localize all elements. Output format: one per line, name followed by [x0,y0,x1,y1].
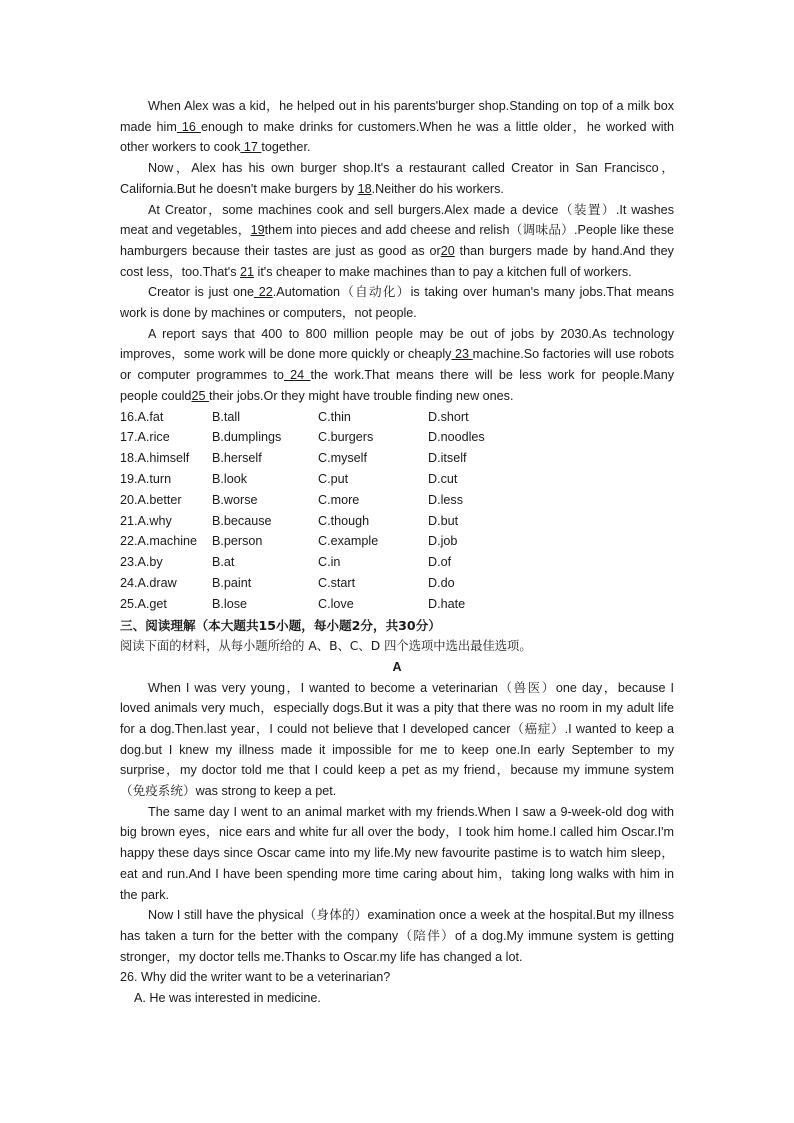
options-row: 23.A.by B.at C.in D.of [120,555,452,570]
reading-paragraph-1: When I was very young，I wanted to become a veterinarian（兽医）one day，because I loved animals very much，especially dogs.But it was a pity that there was no room in my adult life for a dog.Then.last year，I could not believe that I developed cancer（癌症）.I wanted to keep a dog.but I knew my illness made it impossible for me to keep one.In early September to my surprise，my doctor told me that I could keep a pet as my friend，because my immune system（免疫系统）was strong to keep a pet. [120,680,674,799]
options-row: 22.A.machine B.person C.example D.job [120,534,458,549]
options-row: 16.A.fat B.tall C.thin D.short [120,409,469,424]
blank-19: 19 [250,223,265,238]
blank-18: 18 [357,181,372,196]
options-row: 19.A.turn B.look C.put D.cut [120,471,458,486]
options-row: 21.A.why B.because C.though D.but [120,513,459,528]
document-page [120,96,674,1009]
blank-21: 21 [240,264,255,279]
question-26: 26. Why did the writer want to be a veterinarian? [120,970,391,985]
cloze-paragraph-5: A report says that 400 to 800 million people may be out of jobs by 2030.As technology improves，some work will be done more quickly or cheaply 23 machine.So factories will use robots or computer programmes to 24 the work.That means there will be less work for people.Many people could25 their jobs.Or they might have trouble finding new ones. [120,326,674,403]
section-title: 三、阅读理解（本大题共15小题，每小题2分，共30分） [120,617,441,633]
question-26-option-a: A. He was interested in medicine. [134,991,321,1006]
blank-25: 25 [191,388,209,403]
options-row: 24.A.draw B.paint C.start D.do [120,575,455,590]
reading-paragraph-3: Now I still have the physical（身体的）examination once a week at the hospital.But my illness has taken a turn for the better with the company（陪伴）of a dog.My immune system is getting stronger，my doctor tells me.Thanks to Oscar.my life has changed a lot. [120,908,674,964]
blank-20: 20 [440,243,455,258]
options-row: 17.A.rice B.dumplings C.burgers D.noodles [120,430,485,445]
blank-22: 22 [254,285,273,300]
blank-23: 23 [451,347,473,362]
options-row: 25.A.get B.lose C.love D.hate [120,596,466,611]
cloze-paragraph-3: At Creator，some machines cook and sell burgers.Alex made a device（装置）.It washes meat and vegetables，19them into pieces and add cheese and relish（调味品）.People like these hamburgers because their tastes are just as good as or20 than burgers made by hand.And they cost less，too.That's 21 it's cheaper to make machines than to pay a kitchen full of workers. [120,202,674,279]
cloze-paragraph-4: Creator is just one 22.Automation（自动化）is taking over human's many jobs.That means work is done by machines or computers，not people. [120,285,674,321]
blank-24: 24 [283,368,311,383]
blank-17: 17 [240,140,262,155]
blank-16: 16 [176,119,201,134]
cloze-paragraph-2: Now，Alex has his own burger shop.It's a restaurant called Creator in San Francisco，California.But he doesn't make burgers by 18.Neither do his workers. [120,161,674,196]
section-instruction: 阅读下面的材料，从每小题所给的 A、B、C、D 四个选项中选出最佳选项。 [120,638,532,653]
reading-paragraph-2: The same day I went to an animal market with my friends.When I saw a 9-week-old dog with big brown eyes，nice ears and white fur all over the body，I took him home.I called him Oscar.I'm happy these days since Oscar came into my life.My new favourite pastime is to watch him sleep，eat and run.And I have been spending more time caring about him，taking long walks with him in the park. [120,804,674,902]
options-row: 20.A.better B.worse C.more D.less [120,492,463,507]
cloze-paragraph-1: When Alex was a kid，he helped out in his parents'burger shop.Standing on top of a milk box made him 16 enough to make drinks for customers.When he was a little older，he worked with other workers to cook 17 together. [120,99,674,155]
passage-label: A [392,659,402,674]
options-row: 18.A.himself B.herself C.myself D.itself [120,451,467,466]
options-list [120,407,674,615]
